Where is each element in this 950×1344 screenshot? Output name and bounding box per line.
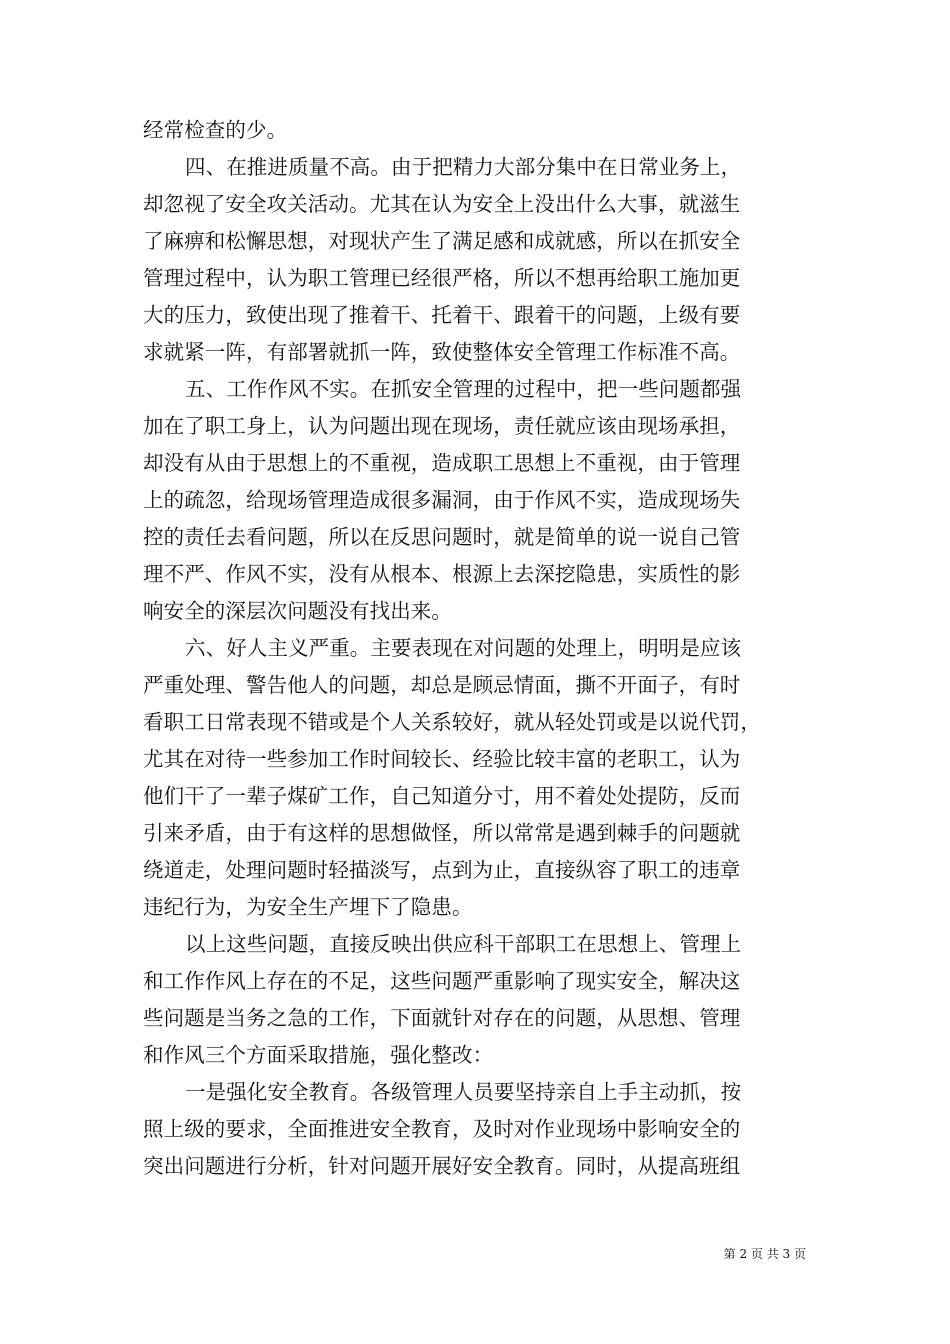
text-line: 六、好人主义严重。主要表现在对问题的处理上，明明是应该 [185,636,742,660]
text-line: 四、在推进质量不高。由于把精力大部分集中在日常业务上， [185,155,742,179]
paragraph-summary [143,926,819,1074]
paragraph-continuation [143,112,819,149]
text-line: 控的责任去看问题，所以在反思问题时，就是简单的说一说自己管 [143,525,741,549]
text-line: 违纪行为，为安全生产埋下了隐患。 [143,895,473,919]
text-line: 一是强化安全教育。各级管理人员要坚持亲自上手主动抓，按 [185,1080,742,1104]
text-line: 些问题是当务之急的工作，下面就针对存在的问题，从思想、管理 [143,1006,741,1030]
text-line: 了麻痹和松懈思想，对现状产生了满足感和成就感，所以在抓安全 [143,229,741,253]
text-line: 和工作作风上存在的不足，这些问题严重影响了现实安全，解决这 [143,969,741,993]
paragraph-section-four [143,149,819,371]
page-number: 第 2 页 共 3 页 [723,1247,806,1261]
text-line: 却没有从由于思想上的不重视，造成职工思想上不重视，由于管理 [143,451,741,475]
text-line: 经常检查的少。 [143,118,288,142]
text-line: 绕道走，处理问题时轻描淡写，点到为止，直接纵容了职工的违章 [143,858,741,882]
text-line: 大的压力，致使出现了推着干、托着干、跟着干的问题，上级有要 [143,303,741,327]
paragraph-section-five [143,371,819,630]
text-line: 上的疏忽，给现场管理造成很多漏洞，由于作风不实，造成现场失 [143,488,741,512]
text-line: 以上这些问题，直接反映出供应科干部职工在思想上、管理上 [185,932,742,956]
text-line: 却忽视了安全攻关活动。尤其在认为安全上没出什么大事，就滋生 [143,192,741,216]
paragraph-section-six [143,630,819,926]
text-line: 和作风三个方面采取措施，强化整改： [143,1043,494,1067]
text-line: 响安全的深层次问题没有找出来。 [143,599,452,623]
paragraph-measure-one [143,1074,819,1185]
text-line: 加在了职工身上，认为问题出现在现场，责任就应该由现场承担， [143,414,741,438]
text-line: 照上级的要求，全面推进安全教育，及时对作业现场中影响安全的 [143,1117,741,1141]
text-line: 尤其在对待一些参加工作时间较长、经验比较丰富的老职工，认为 [143,747,741,771]
text-line: 引来矛盾，由于有这样的思想做怪，所以常常是遇到棘手的问题就 [143,821,741,845]
text-line: 五、工作作风不实。在抓安全管理的过程中，把一些问题都强 [185,377,742,401]
text-line: 他们干了一辈子煤矿工作，自己知道分寸，用不着处处提防，反而 [143,784,741,808]
text-line: 理不严、作风不实，没有从根本、根源上去深挖隐患，实质性的影 [143,562,741,586]
text-line: 突出问题进行分析，针对问题开展好安全教育。同时，从提高班组 [143,1154,741,1178]
text-line: 看职工日常表现不错或是个人关系较好，就从轻处罚或是以说代罚， [143,710,761,734]
text-line: 管理过程中，认为职工管理已经很严格，所以不想再给职工施加更 [143,266,741,290]
text-line: 求就紧一阵，有部署就抓一阵，致使整体安全管理工作标准不高。 [143,340,741,364]
text-line: 严重处理、警告他人的问题，却总是顾忌情面，撕不开面子，有时 [143,673,741,697]
document-body [143,112,819,1185]
